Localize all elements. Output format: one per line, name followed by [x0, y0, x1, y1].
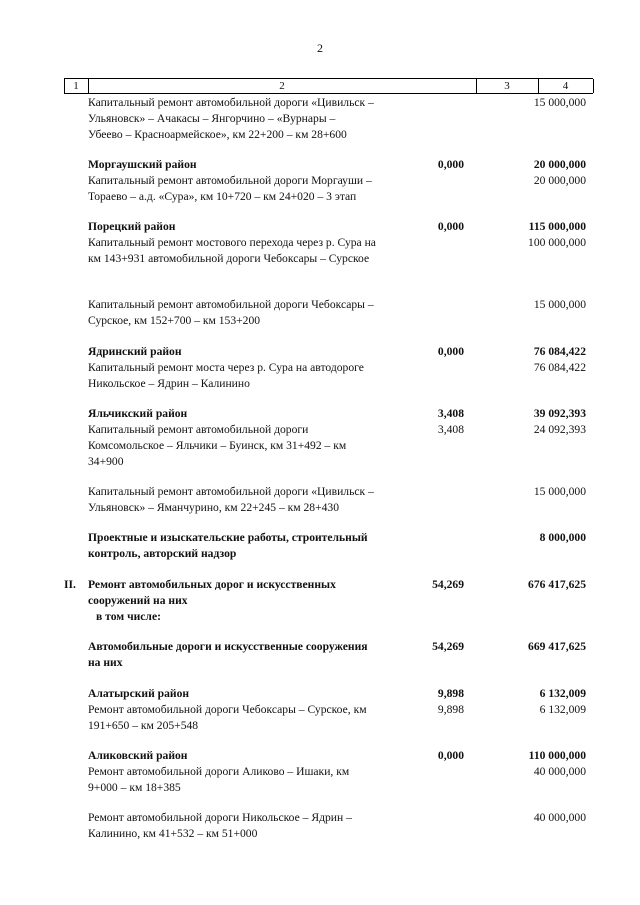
row-sum: 6 132,009: [539, 687, 586, 700]
row-text-line: Капитальный ремонт автомобильной дороги «Цивильск –: [88, 96, 374, 109]
section-title-line: контроль, авторский надзор: [88, 547, 237, 560]
row-sum: 110 000,000: [528, 749, 586, 762]
section-title-line: Автомобильные дороги и искусственные сооружения: [88, 640, 368, 653]
row-sum: 40 000,000: [533, 765, 586, 778]
row-qty: 0,000: [437, 749, 464, 762]
row-sum: 8 000,000: [539, 531, 586, 544]
row-sum: 15 000,000: [533, 298, 586, 311]
district-title: Порецкий район: [88, 220, 176, 233]
district-title: Яльчикский район: [88, 407, 188, 420]
row-text-line: Комсомольское – Яльчики – Буинск, км 31+492 – км: [88, 439, 347, 452]
row-sum: 76 084,422: [533, 361, 586, 374]
row-text-line: Ремонт автомобильной дороги Аликово – Ишаки, км: [88, 765, 350, 778]
row-sum: 100 000,000: [528, 236, 586, 249]
row-qty: 0,000: [437, 345, 464, 358]
row-text-line: Капитальный ремонт автомобильной дороги: [88, 423, 309, 436]
row-text-line: Ульяновск» – Ачакасы – Янгорчино – «Вурнары –: [88, 112, 336, 125]
row-sum: 24 092,393: [533, 423, 586, 436]
row-sum: 39 092,393: [533, 407, 586, 420]
row-sum: 20 000,000: [533, 174, 586, 187]
row-text-line: 9+000 – км 18+385: [88, 781, 181, 794]
header-col-2: 2: [279, 80, 285, 92]
row-sum: 676 417,625: [528, 578, 586, 591]
row-qty: 3,408: [437, 423, 464, 436]
row-text-line: Ульяновск» – Яманчурино, км 22+245 – км 28+430: [88, 501, 340, 514]
district-title: Аликовский район: [88, 749, 188, 762]
row-qty: 9,898: [437, 703, 464, 716]
section-title-line: Проектные и изыскательские работы, строительный: [88, 531, 368, 544]
row-text-line: Никольское – Ядрин – Калинино: [88, 377, 250, 390]
section-title-line: Ремонт автомобильных дорог и искусственных: [88, 578, 336, 591]
section-title-line: на них: [88, 656, 123, 669]
row-sum: 669 417,625: [528, 640, 586, 653]
row-qty: 0,000: [437, 158, 464, 171]
district-title: Ядринский район: [88, 345, 182, 358]
row-sum: 115 000,000: [528, 220, 586, 233]
row-text-line: Сурское, км 152+700 – км 153+200: [88, 314, 261, 327]
table-header: [64, 78, 593, 94]
row-text-line: Ремонт автомобильной дороги Никольское – Ядрин –: [88, 811, 352, 824]
row-sum: 40 000,000: [533, 811, 586, 824]
row-text-line: Капитальный ремонт автомобильной дороги Моргауши –: [88, 174, 372, 187]
row-sum: 76 084,422: [533, 345, 586, 358]
row-sum: 20 000,000: [533, 158, 586, 171]
row-qty: 54,269: [432, 578, 464, 591]
row-text-line: Капитальный ремонт моста через р. Сура на автодороге: [88, 361, 364, 374]
row-qty: 0,000: [437, 220, 464, 233]
row-text-line: Калинино, км 41+532 – км 51+000: [88, 827, 258, 840]
header-divider: [593, 79, 594, 93]
section-number: II.: [64, 578, 76, 591]
header-col-4: 4: [562, 80, 569, 92]
row-qty: 54,269: [432, 640, 464, 653]
row-qty: 3,408: [437, 407, 464, 420]
section-title-line: в том числе:: [96, 610, 161, 623]
row-sum: 6 132,009: [539, 703, 586, 716]
row-text-line: 34+900: [88, 455, 124, 468]
district-title: Моргаушский район: [88, 158, 197, 171]
row-text-line: Убеево – Красноармейское», км 22+200 – км 28+600: [88, 128, 347, 141]
row-text-line: 191+650 – км 205+548: [88, 719, 199, 732]
row-qty: 9,898: [437, 687, 464, 700]
district-title: Алатырский район: [88, 687, 190, 700]
header-col-3: 3: [504, 80, 510, 92]
row-text-line: Капитальный ремонт автомобильной дороги «Цивильск –: [88, 485, 374, 498]
row-sum: 15 000,000: [533, 96, 586, 109]
row-text-line: км 143+931 автомобильной дороги Чебоксары – Сурское: [88, 252, 370, 265]
page-number: 2: [317, 41, 323, 55]
header-col-1: 1: [73, 80, 79, 92]
row-text-line: Капитальный ремонт мостового перехода через р. Сура на: [88, 236, 376, 249]
row-text-line: Ремонт автомобильной дороги Чебоксары – Сурское, км: [88, 703, 367, 716]
section-title-line: сооружений на них: [88, 594, 188, 607]
row-sum: 15 000,000: [533, 485, 586, 498]
row-text-line: Тораево – а.д. «Сура», км 10+720 – км 24+020 – 3 этап: [88, 190, 357, 203]
row-text-line: Капитальный ремонт автомобильной дороги Чебоксары –: [88, 298, 374, 311]
